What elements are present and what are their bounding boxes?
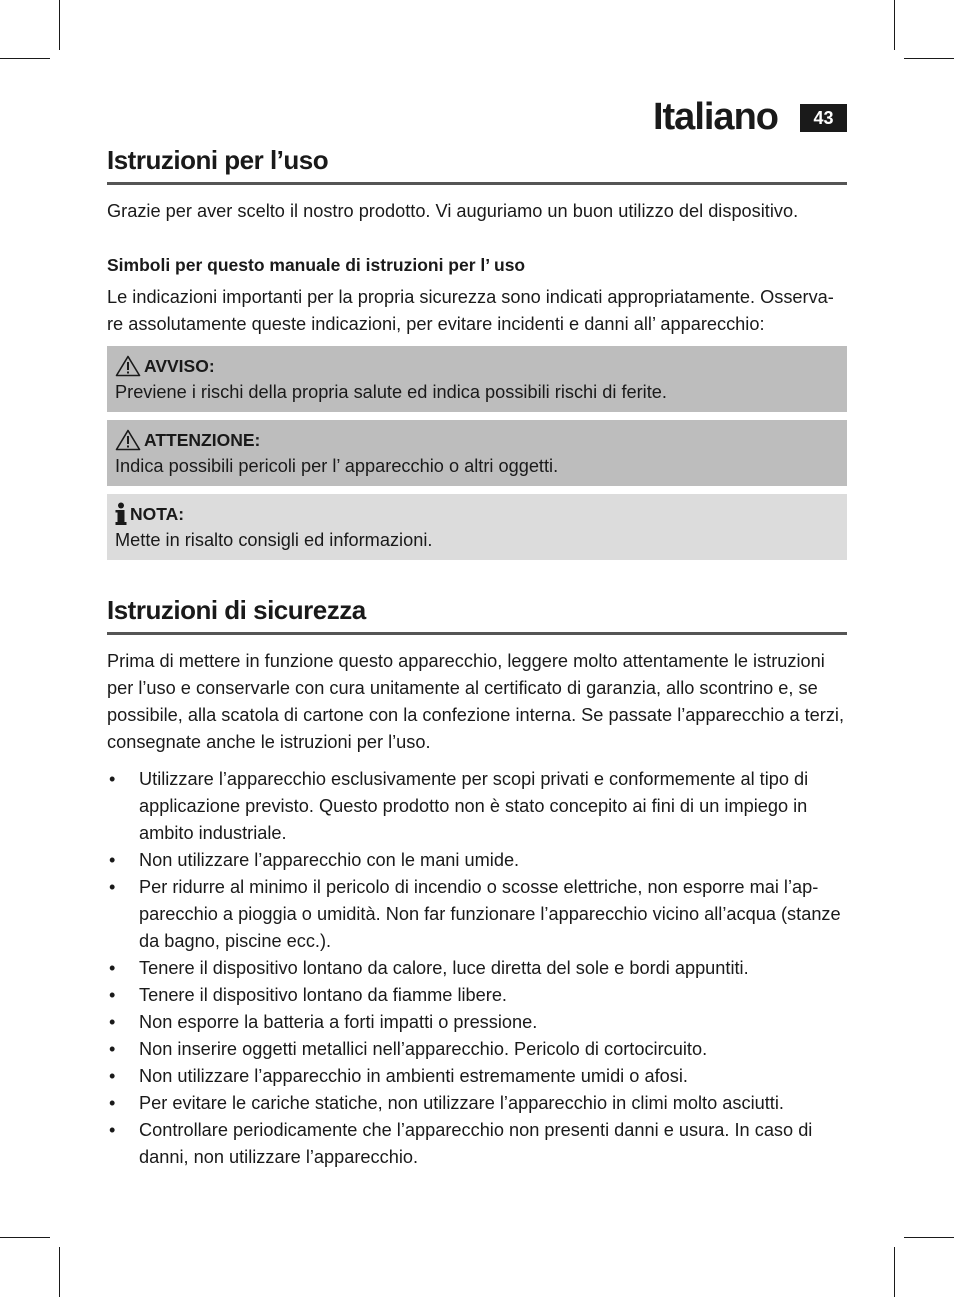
crop-mark xyxy=(894,0,895,50)
language-title: Italiano xyxy=(652,96,778,138)
notice-nota xyxy=(107,494,847,560)
list-item-text: Per ridurre al minimo il pericolo di incendio o scosse elettriche, non esporre mai l’ap-parecchio a pioggia o umidità. Non far funzionare l’apparecchio vicino all’acqua (stanze da bagno, piscine ecc.). xyxy=(139,877,841,951)
list-item-text: Utilizzare l’apparecchio esclusivamente per scopi privati e conformemente al tipo di applicazione previsto. Questo prodotto non è stato concepito ai fini di un impiego in ambito industriale. xyxy=(139,769,809,843)
bullet: • xyxy=(109,1066,116,1086)
bullet: • xyxy=(109,1012,116,1032)
safety-bullet-list xyxy=(107,766,847,1171)
list-item xyxy=(107,847,847,874)
bullet: • xyxy=(109,1039,116,1059)
notice-text: Mette in risalto consigli ed informazioni. xyxy=(115,530,433,550)
warning-triangle-icon xyxy=(115,355,141,377)
list-item-text: Tenere il dispositivo lontano da calore, luce diretta del sole e bordi appuntiti. xyxy=(139,958,749,978)
crop-mark xyxy=(904,1237,954,1238)
crop-mark xyxy=(904,58,954,59)
bullet: • xyxy=(109,958,116,978)
list-item-text: Controllare periodicamente che l’apparecchio non presenti danni e usura. In caso di danni, non utilizzare l’apparecchio. xyxy=(139,1120,813,1167)
section-title-instructions: Istruzioni per l’uso xyxy=(107,145,847,185)
list-item xyxy=(107,1090,847,1117)
list-item xyxy=(107,1009,847,1036)
notice-avviso xyxy=(107,346,847,412)
page-content xyxy=(107,145,847,1171)
list-item xyxy=(107,1063,847,1090)
safety-section xyxy=(107,595,847,1171)
notice-attenzione xyxy=(107,420,847,486)
bullet: • xyxy=(109,769,116,789)
list-item-text: Non esporre la batteria a forti impatti o pressione. xyxy=(139,1012,538,1032)
crop-mark xyxy=(0,1237,50,1238)
list-item-text: Per evitare le cariche statiche, non utilizzare l’apparecchio in climi molto asciutti. xyxy=(139,1093,784,1113)
notice-text: Previene i rischi della propria salute ed indica possibili rischi di ferite. xyxy=(115,382,667,402)
list-item-text: Tenere il dispositivo lontano da fiamme libere. xyxy=(139,985,507,1005)
warning-triangle-icon xyxy=(115,429,141,451)
notice-text: Indica possibili pericoli per l’ apparecchio o altri oggetti. xyxy=(115,456,559,476)
list-item-text: Non utilizzare l’apparecchio con le mani umide. xyxy=(139,850,520,870)
info-icon xyxy=(115,502,127,526)
notice-label: NOTA: xyxy=(130,504,185,524)
crop-mark xyxy=(0,58,50,59)
list-item xyxy=(107,1036,847,1063)
list-item xyxy=(107,766,847,847)
section-title-safety: Istruzioni di sicurezza xyxy=(107,595,847,635)
bullet: • xyxy=(109,1120,116,1140)
list-item xyxy=(107,982,847,1009)
bullet: • xyxy=(109,850,116,870)
notice-label: AVVISO: xyxy=(144,356,215,376)
safety-intro-text: Prima di mettere in funzione questo apparecchio, leggere molto attentamente le istruzioni per l’uso e conservarle con cura unitamente al certificato di garanzia, allo scontrino e, se possibile, alla scatola di cartone con la confezione interna. Se passate l’apparecchio a terzi, consegnate anche le istruzioni per l’uso. xyxy=(107,651,845,752)
list-item xyxy=(107,1117,847,1171)
symbols-text: Le indicazioni importanti per la propria sicurezza sono indicati appropriatamente. Osserva-re assolutamente queste indicazioni, per evitare incidenti e danni all’ apparecchio: xyxy=(107,287,834,334)
crop-mark xyxy=(894,1247,895,1297)
list-item-text: Non utilizzare l’apparecchio in ambienti estremamente umidi o afosi. xyxy=(139,1066,688,1086)
notice-label: ATTENZIONE: xyxy=(144,430,261,450)
bullet: • xyxy=(109,985,116,1005)
crop-mark xyxy=(59,1247,60,1297)
crop-mark xyxy=(59,0,60,50)
list-item xyxy=(107,874,847,955)
list-item-text: Non inserire oggetti metallici nell’apparecchio. Pericolo di cortocircuito. xyxy=(139,1039,708,1059)
symbols-heading: Simboli per questo manuale di istruzioni per l’ uso xyxy=(107,255,526,275)
intro-text: Grazie per aver scelto il nostro prodotto. Vi auguriamo un buon utilizzo del dispositivo. xyxy=(107,201,799,221)
list-item xyxy=(107,955,847,982)
bullet: • xyxy=(109,1093,116,1113)
page-number: 43 xyxy=(800,104,847,132)
bullet: • xyxy=(109,877,116,897)
